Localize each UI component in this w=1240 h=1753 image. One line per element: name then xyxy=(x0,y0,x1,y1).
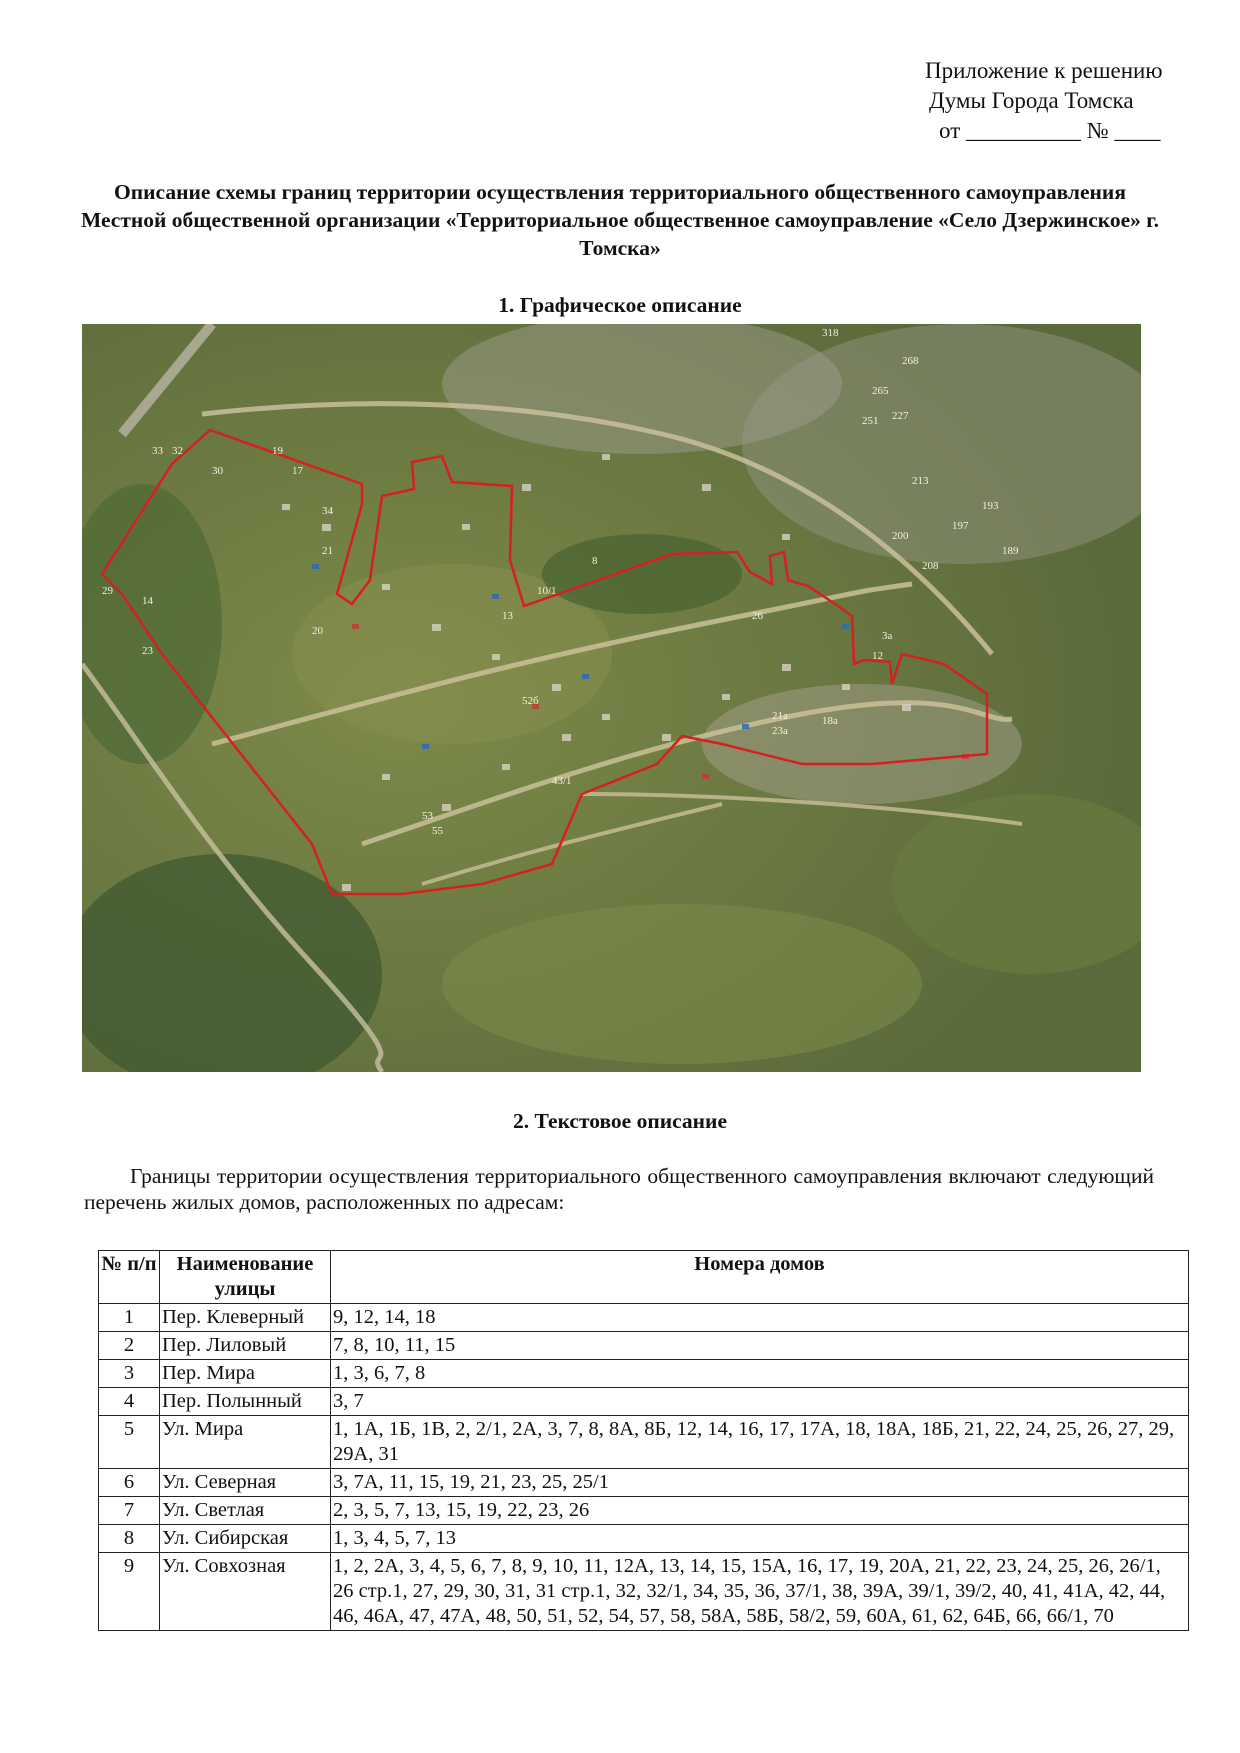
row-num: 9 xyxy=(99,1553,160,1631)
map-house-label: 14 xyxy=(142,595,153,607)
row-num: 4 xyxy=(99,1388,160,1416)
row-street: Пер. Мира xyxy=(160,1360,331,1388)
row-street: Ул. Мира xyxy=(160,1416,331,1469)
table-row xyxy=(99,1497,1189,1525)
row-num: 8 xyxy=(99,1525,160,1553)
header-num: № п/п xyxy=(99,1251,160,1304)
appendix-line-3: от __________ № ____ xyxy=(939,118,1161,143)
intro-paragraph: Границы территории осуществления территориального общественного самоуправления включают следующий перечень жилых домов, расположенных по адресам: xyxy=(84,1164,1154,1214)
row-street: Ул. Северная xyxy=(160,1469,331,1497)
map-house-label: 12 xyxy=(872,650,883,662)
map-house-label: 52б xyxy=(522,695,539,707)
row-street: Ул. Сибирская xyxy=(160,1525,331,1553)
row-num: 2 xyxy=(99,1332,160,1360)
table-header-row xyxy=(99,1251,1189,1304)
row-houses: 9, 12, 14, 18 xyxy=(331,1304,1189,1332)
row-houses: 1, 3, 4, 5, 7, 13 xyxy=(331,1525,1189,1553)
map-house-label: 8 xyxy=(592,555,598,567)
appendix-line-1: Приложение к решению xyxy=(925,58,1163,83)
map-house-label: 33 xyxy=(152,445,163,457)
table-row xyxy=(99,1469,1189,1497)
map-house-label: 20 xyxy=(312,625,323,637)
appendix-note xyxy=(925,56,1185,146)
header-houses: Номера домов xyxy=(331,1251,1189,1304)
map-house-label: 251 xyxy=(862,415,879,427)
row-houses: 1, 2, 2А, 3, 4, 5, 6, 7, 8, 9, 10, 11, 12А, 13, 14, 15, 15А, 16, 17, 19, 20А, 21, 22, 23, 24, 25, 26, 26/1, 26 стр.1, 27, 29, 30, 31, 31 стр.1, 32, 32/1, 34, 35, 36, 37/1, 38, 39А, 39/1, 39/2, 40, 41, 41А, 42, 44, 46, 46А, 47, 47А, 48, 50, 51, 52, 54, 57, 58, 58А, 58Б, 58/2, 59, 60А, 61, 62, 64Б, 66, 66/1, 70 xyxy=(331,1553,1189,1631)
map-house-label: 10/1 xyxy=(537,585,557,597)
row-num: 5 xyxy=(99,1416,160,1469)
row-street: Пер. Клеверный xyxy=(160,1304,331,1332)
row-houses: 3, 7А, 11, 15, 19, 21, 23, 25, 25/1 xyxy=(331,1469,1189,1497)
map-house-label: 30 xyxy=(212,465,223,477)
map-house-label: 18а xyxy=(822,715,838,727)
map-house-label: 17 xyxy=(292,465,303,477)
map-house-label: 21а xyxy=(772,710,788,722)
row-houses: 1, 1А, 1Б, 1В, 2, 2/1, 2А, 3, 7, 8, 8А, 8Б, 12, 14, 16, 17, 17А, 18, 18А, 18Б, 21, 22, 24, 25, 26, 27, 29, 29А, 31 xyxy=(331,1416,1189,1469)
map-house-label: 29 xyxy=(102,585,113,597)
map-house-label: 55 xyxy=(432,825,443,837)
map-house-label: 32 xyxy=(172,445,183,457)
section-graphic-heading: 1. Графическое описание xyxy=(498,293,742,317)
map-house-label: 3а xyxy=(882,630,893,642)
table-row xyxy=(99,1388,1189,1416)
map-house-label: 318 xyxy=(822,327,839,339)
row-num: 6 xyxy=(99,1469,160,1497)
section-text-heading: 2. Текстовое описание xyxy=(513,1109,727,1133)
table-row xyxy=(99,1304,1189,1332)
map-house-label: 21 xyxy=(322,545,333,557)
row-street: Ул. Светлая xyxy=(160,1497,331,1525)
table-row xyxy=(99,1360,1189,1388)
map-house-label: 268 xyxy=(902,355,919,367)
map-house-label: 23 xyxy=(142,645,153,657)
aerial-map-graphic xyxy=(82,324,1141,1072)
map-house-label: 13 xyxy=(502,610,513,622)
map-house-label: 189 xyxy=(1002,545,1019,557)
map-house-label: 53 xyxy=(422,810,433,822)
row-street: Ул. Совхозная xyxy=(160,1553,331,1631)
map-house-label: 200 xyxy=(892,530,909,542)
table-row xyxy=(99,1332,1189,1360)
row-street: Пер. Полынный xyxy=(160,1388,331,1416)
houses-table xyxy=(98,1250,1189,1631)
map-house-label: 197 xyxy=(952,520,969,532)
row-houses: 2, 3, 5, 7, 13, 15, 19, 22, 23, 26 xyxy=(331,1497,1189,1525)
row-num: 1 xyxy=(99,1304,160,1332)
map-house-label: 19 xyxy=(272,445,283,457)
aerial-map xyxy=(82,324,1141,1072)
row-houses: 7, 8, 10, 11, 15 xyxy=(331,1332,1189,1360)
map-house-label: 193 xyxy=(982,500,999,512)
document-title: Описание схемы границ территории осуществления территориального общественного самоуправления Местной общественной организации «Территориальное общественное самоуправление «Село Дзержинское» г. Томска» xyxy=(80,180,1159,260)
map-house-label: 213 xyxy=(912,475,929,487)
map-house-label: 23а xyxy=(772,725,788,737)
map-house-label: 43/1 xyxy=(552,775,572,787)
row-houses: 1, 3, 6, 7, 8 xyxy=(331,1360,1189,1388)
header-street: Наименование улицы xyxy=(160,1251,331,1304)
row-num: 3 xyxy=(99,1360,160,1388)
map-house-label: 26 xyxy=(752,610,763,622)
table-row xyxy=(99,1525,1189,1553)
row-street: Пер. Лиловый xyxy=(160,1332,331,1360)
map-house-label: 34 xyxy=(322,505,333,517)
table-row xyxy=(99,1553,1189,1631)
map-house-label: 265 xyxy=(872,385,889,397)
appendix-line-2: Думы Города Томска xyxy=(929,88,1134,113)
map-house-label: 208 xyxy=(922,560,939,572)
row-num: 7 xyxy=(99,1497,160,1525)
row-houses: 3, 7 xyxy=(331,1388,1189,1416)
map-house-label: 227 xyxy=(892,410,909,422)
table-row xyxy=(99,1416,1189,1469)
